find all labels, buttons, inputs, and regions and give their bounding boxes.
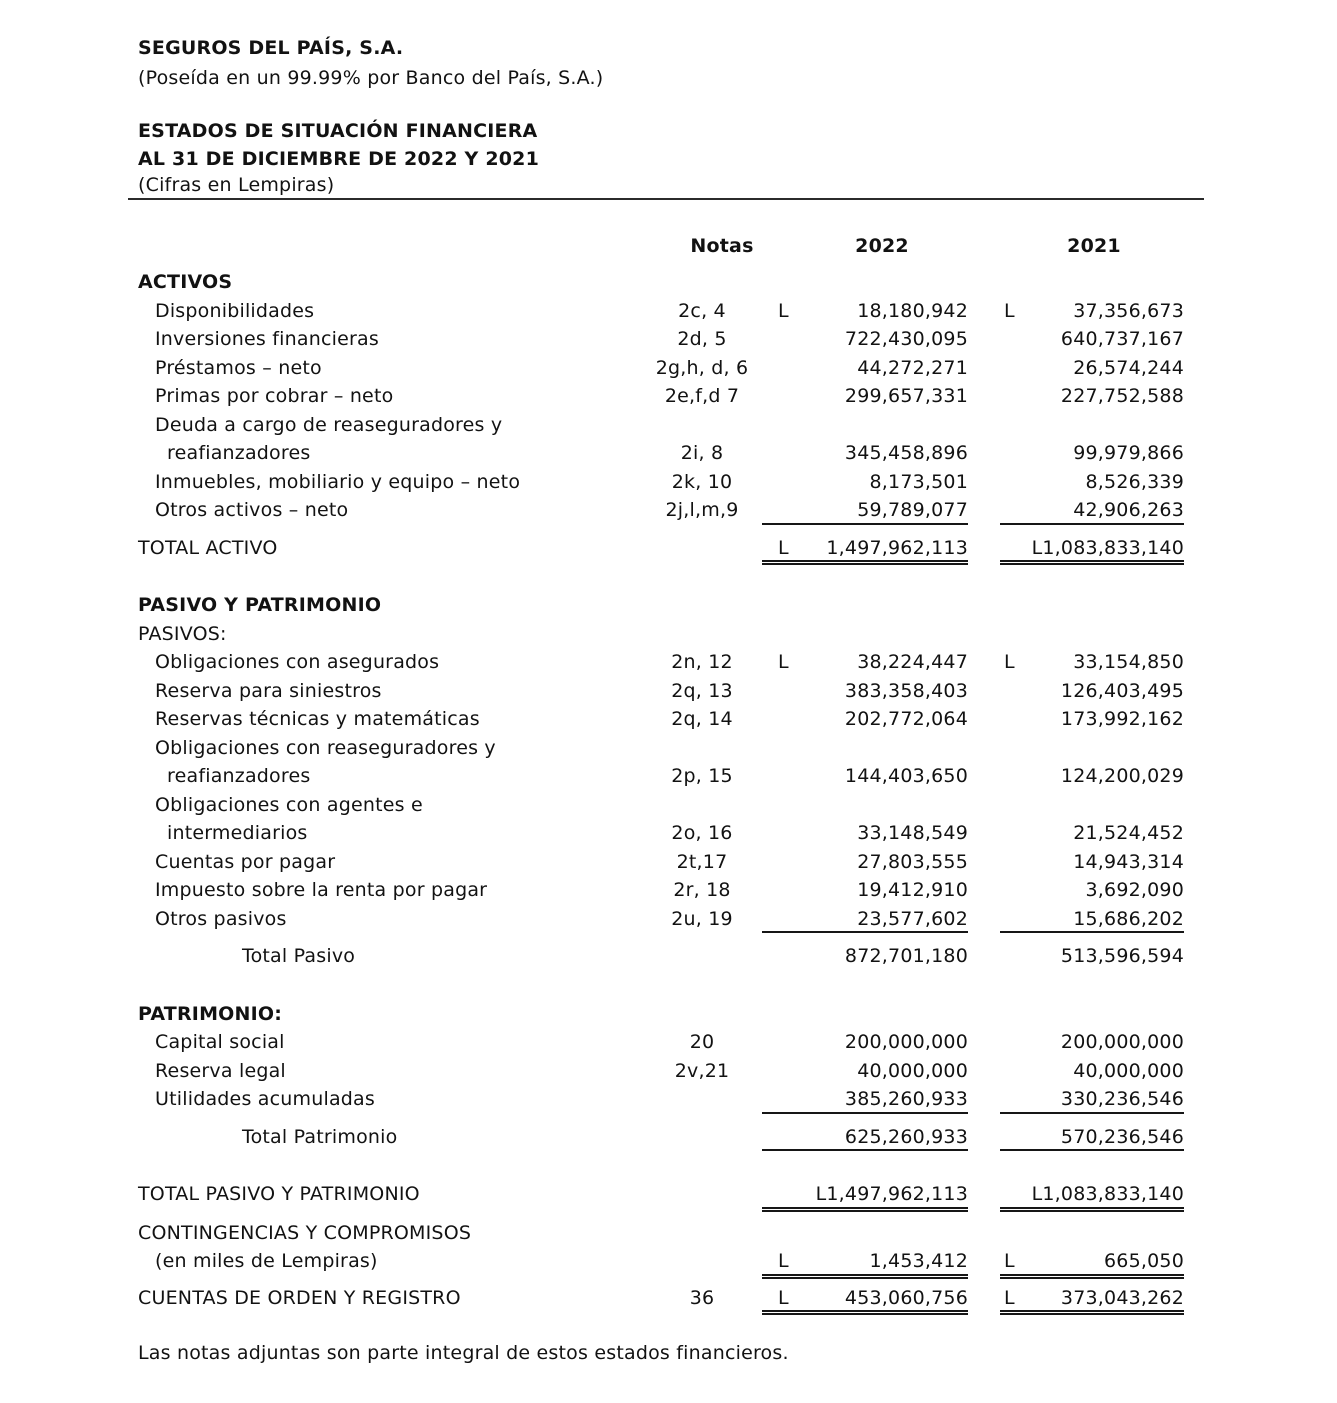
amount-2022: 59,789,077	[857, 499, 968, 521]
section-label: ACTIVOS	[138, 271, 233, 293]
amount-2022: 19,412,910	[857, 879, 968, 901]
amount-2022: 872,701,180	[844, 945, 968, 967]
amount-2021: 373,043,262	[1060, 1286, 1184, 1309]
value-2021	[1000, 1180, 1184, 1209]
value-2022	[762, 677, 968, 706]
row-label: Total Pasivo	[242, 945, 356, 967]
row-notes	[642, 1123, 762, 1152]
section-patrimonio	[138, 1000, 1184, 1029]
value-2021	[1000, 382, 1184, 411]
row-notes: 2o, 16	[671, 822, 733, 844]
value-2021	[1000, 439, 1184, 468]
row-notes: 2q, 13	[671, 679, 733, 702]
value-2022	[762, 325, 968, 354]
amount-2021: L1,083,833,140	[1031, 536, 1184, 559]
row-notes: 2v,21	[674, 1059, 730, 1082]
row-label: Inversiones financieras	[155, 328, 379, 350]
header-rule	[128, 198, 1204, 200]
row-label: (en miles de Lempiras)	[155, 1250, 378, 1272]
currency-symbol: L	[1004, 1250, 1015, 1272]
row-notes	[642, 942, 762, 971]
value-2022	[762, 819, 968, 848]
value-2022	[762, 468, 968, 497]
value-2021	[1000, 677, 1184, 706]
row-otros-pasivos	[138, 905, 1184, 934]
row-label: Obligaciones con agentes e	[155, 793, 423, 816]
value-2022	[762, 1284, 968, 1313]
row-notes	[642, 534, 762, 563]
row-total-activo	[138, 534, 1184, 563]
row-deuda-reaseguradores-line2	[138, 439, 1184, 468]
amount-2022: 23,577,602	[857, 907, 968, 930]
section-activos	[138, 268, 1184, 297]
amount-2022: 144,403,650	[844, 765, 968, 787]
amount-2021: 173,992,162	[1060, 708, 1184, 730]
row-notes: 2d, 5	[677, 328, 727, 350]
row-notes	[642, 1085, 762, 1114]
value-2022	[762, 942, 968, 971]
amount-2021: 40,000,000	[1073, 1059, 1184, 1082]
amount-2021: 21,524,452	[1073, 822, 1184, 844]
row-label: Obligaciones con asegurados	[155, 651, 440, 673]
amount-2022: 8,173,501	[869, 470, 968, 493]
row-reservas-tecnicas	[138, 705, 1184, 734]
statement-title-line2: AL 31 DE DICIEMBRE DE 2022 Y 2021	[138, 148, 540, 170]
value-2022	[762, 439, 968, 468]
value-2021	[1000, 1123, 1184, 1152]
amount-2021: 3,692,090	[1085, 879, 1184, 901]
amount-2022: 40,000,000	[857, 1059, 968, 1082]
value-2021	[1000, 325, 1184, 354]
value-2022	[762, 1123, 968, 1152]
amount-2022: L1,497,962,113	[815, 1183, 968, 1205]
value-2022	[762, 762, 968, 791]
row-notes: 2t,17	[676, 850, 728, 873]
amount-2022: 33,148,549	[857, 822, 968, 844]
row-disponibilidades	[138, 297, 1184, 326]
amount-2022: 18,180,942	[857, 299, 968, 322]
row-otros-activos	[138, 496, 1184, 525]
value-2021	[1000, 876, 1184, 905]
amount-2022: 625,260,933	[844, 1125, 968, 1148]
amount-2022: 385,260,933	[844, 1088, 968, 1110]
footer-note: Las notas adjuntas son parte integral de estos estados financieros.	[138, 1342, 789, 1364]
row-deuda-reaseguradores-line1	[138, 411, 1184, 440]
amount-2021: 14,943,314	[1073, 850, 1184, 873]
units-note: (Cifras en Lempiras)	[138, 174, 335, 196]
row-notes: 2e,f,d 7	[664, 385, 740, 407]
amount-2022: 1,453,412	[869, 1250, 968, 1272]
value-2021	[1000, 905, 1184, 934]
value-2021	[1000, 496, 1184, 525]
column-header-row	[138, 232, 1184, 260]
row-label: Impuesto sobre la renta por pagar	[155, 879, 488, 901]
row-notes: 20	[689, 1031, 715, 1053]
value-2021	[1000, 1028, 1184, 1057]
row-notes	[642, 1180, 762, 1209]
amount-2021: 15,686,202	[1073, 907, 1184, 930]
value-2021	[1000, 468, 1184, 497]
value-2021	[1000, 1085, 1184, 1114]
amount-2022: 722,430,095	[844, 328, 968, 350]
row-label: reafianzadores	[167, 765, 311, 787]
value-2021	[1000, 1247, 1184, 1276]
value-2022	[762, 1057, 968, 1086]
row-reserva-legal	[138, 1057, 1184, 1086]
value-2022	[762, 382, 968, 411]
row-notes: 2q, 14	[671, 708, 733, 730]
value-2022	[762, 496, 968, 525]
amount-2021: 8,526,339	[1085, 470, 1184, 493]
currency-symbol: L	[778, 651, 789, 673]
row-obligaciones-asegurados	[138, 648, 1184, 677]
row-notes: 2n, 12	[671, 651, 733, 673]
value-2021	[1000, 942, 1184, 971]
value-2022	[762, 1247, 968, 1276]
section-label: PASIVOS:	[138, 622, 227, 645]
column-header-2022: 2022	[855, 235, 909, 257]
currency-symbol: L	[778, 536, 789, 559]
value-2022	[762, 354, 968, 383]
row-label: Otros pasivos	[155, 907, 287, 930]
amount-2022: 383,358,403	[844, 679, 968, 702]
row-label: Préstamos – neto	[155, 356, 322, 379]
value-2021	[1000, 534, 1184, 563]
row-total-pasivo	[138, 942, 1184, 971]
row-label: Reserva para siniestros	[155, 679, 382, 702]
row-cuentas-por-pagar	[138, 848, 1184, 877]
amount-2021: L1,083,833,140	[1031, 1183, 1184, 1205]
value-2022	[762, 876, 968, 905]
row-cuentas-de-orden	[138, 1284, 1184, 1313]
row-label: TOTAL ACTIVO	[138, 536, 278, 559]
row-label: intermediarios	[167, 822, 308, 844]
statement-title-line1: ESTADOS DE SITUACIÓN FINANCIERA	[138, 120, 538, 142]
value-2022	[762, 1180, 968, 1209]
row-label: Primas por cobrar – neto	[155, 385, 394, 407]
row-label: TOTAL PASIVO Y PATRIMONIO	[138, 1183, 420, 1205]
row-label: Reservas técnicas y matemáticas	[155, 708, 480, 730]
value-2022	[762, 297, 968, 326]
row-notes: 36	[689, 1286, 715, 1309]
amount-2022: 27,803,555	[857, 850, 968, 873]
row-total-patrimonio	[138, 1123, 1184, 1152]
row-inmuebles-mobiliario	[138, 468, 1184, 497]
amount-2022: 202,772,064	[844, 708, 968, 730]
row-obligaciones-agentes-line1	[138, 791, 1184, 820]
row-label: Inmuebles, mobiliario y equipo – neto	[155, 470, 521, 493]
column-header-notas: Notas	[690, 235, 754, 257]
amount-2021: 640,737,167	[1060, 328, 1184, 350]
row-contingencias-line2	[138, 1247, 1184, 1276]
statement-content	[138, 0, 1184, 1368]
row-contingencias-line1	[138, 1219, 1184, 1248]
row-label: CUENTAS DE ORDEN Y REGISTRO	[138, 1286, 461, 1309]
currency-symbol: L	[1004, 1286, 1015, 1309]
row-label: Reserva legal	[155, 1059, 286, 1082]
value-2021	[1000, 762, 1184, 791]
amount-2022: 200,000,000	[844, 1031, 968, 1053]
row-notes: 2p, 15	[671, 765, 733, 787]
row-primas-por-cobrar	[138, 382, 1184, 411]
row-total-pasivo-y-patrimonio	[138, 1180, 1184, 1209]
section-pasivos	[138, 620, 1184, 649]
amount-2021: 330,236,546	[1060, 1088, 1184, 1110]
amount-2021: 33,154,850	[1073, 651, 1184, 673]
value-2021	[1000, 819, 1184, 848]
row-notes	[642, 1247, 762, 1276]
value-2022	[762, 905, 968, 934]
amount-2022: 299,657,331	[844, 385, 968, 407]
ownership-note: (Poseída en un 99.99% por Banco del País, S.A.)	[138, 67, 604, 89]
row-prestamos-neto	[138, 354, 1184, 383]
row-notes: 2u, 19	[671, 907, 733, 930]
value-2021	[1000, 848, 1184, 877]
row-notes: 2c, 4	[678, 299, 726, 322]
section-label: PASIVO Y PATRIMONIO	[138, 594, 382, 616]
currency-symbol: L	[1004, 299, 1015, 322]
row-label: CONTINGENCIAS Y COMPROMISOS	[138, 1221, 472, 1244]
row-label: Otros activos – neto	[155, 499, 349, 521]
section-label: PATRIMONIO:	[138, 1002, 283, 1025]
amount-2022: 1,497,962,113	[826, 536, 968, 559]
row-label: reafianzadores	[167, 442, 311, 464]
value-2022	[762, 705, 968, 734]
currency-symbol: L	[778, 1250, 789, 1272]
amount-2021: 665,050	[1104, 1250, 1184, 1272]
company-name: SEGUROS DEL PAÍS, S.A.	[138, 37, 404, 59]
row-reserva-siniestros	[138, 677, 1184, 706]
row-label: Obligaciones con reaseguradores y	[155, 736, 496, 759]
value-2021	[1000, 648, 1184, 677]
value-2022	[762, 848, 968, 877]
column-header-2021: 2021	[1067, 235, 1121, 257]
value-2021	[1000, 705, 1184, 734]
amount-2021: 227,752,588	[1060, 385, 1184, 407]
row-label: Deuda a cargo de reaseguradores y	[155, 413, 503, 436]
value-2022	[762, 1028, 968, 1057]
row-inversiones-financieras	[138, 325, 1184, 354]
row-obligaciones-reaseguradores-line1	[138, 734, 1184, 763]
row-impuesto-renta	[138, 876, 1184, 905]
value-2022	[762, 648, 968, 677]
row-notes: 2g,h, d, 6	[655, 356, 749, 379]
row-obligaciones-agentes-line2	[138, 819, 1184, 848]
value-2022	[762, 534, 968, 563]
amount-2022: 345,458,896	[844, 442, 968, 464]
amount-2021: 26,574,244	[1073, 356, 1184, 379]
amount-2021: 124,200,029	[1060, 765, 1184, 787]
value-2022	[762, 1085, 968, 1114]
amount-2021: 513,596,594	[1060, 945, 1184, 967]
amount-2021: 99,979,866	[1073, 442, 1184, 464]
value-2021	[1000, 1284, 1184, 1313]
row-notes: 2j,l,m,9	[665, 499, 739, 521]
row-utilidades-acumuladas	[138, 1085, 1184, 1114]
amount-2022: 453,060,756	[844, 1286, 968, 1309]
currency-symbol: L	[778, 1286, 789, 1309]
amount-2021: 200,000,000	[1060, 1031, 1184, 1053]
value-2021	[1000, 297, 1184, 326]
row-notes: 2i, 8	[680, 442, 724, 464]
currency-symbol: L	[1004, 651, 1015, 673]
row-label: Capital social	[155, 1031, 285, 1053]
row-label: Utilidades acumuladas	[155, 1088, 375, 1110]
amount-2022: 38,224,447	[857, 651, 968, 673]
amount-2021: 570,236,546	[1060, 1125, 1184, 1148]
row-notes: 2r, 18	[673, 879, 731, 901]
amount-2021: 37,356,673	[1073, 299, 1184, 322]
row-capital-social	[138, 1028, 1184, 1057]
value-2021	[1000, 1057, 1184, 1086]
currency-symbol: L	[778, 299, 789, 322]
amount-2021: 42,906,263	[1073, 499, 1184, 521]
row-label: Total Patrimonio	[242, 1125, 398, 1148]
amount-2022: 44,272,271	[857, 356, 968, 379]
row-obligaciones-reaseguradores-line2	[138, 762, 1184, 791]
row-label: Cuentas por pagar	[155, 850, 336, 873]
row-notes: 2k, 10	[671, 470, 733, 493]
section-pasivo-y-patrimonio	[138, 591, 1184, 620]
value-2021	[1000, 354, 1184, 383]
amount-2021: 126,403,495	[1060, 679, 1184, 702]
row-label: Disponibilidades	[155, 299, 315, 322]
